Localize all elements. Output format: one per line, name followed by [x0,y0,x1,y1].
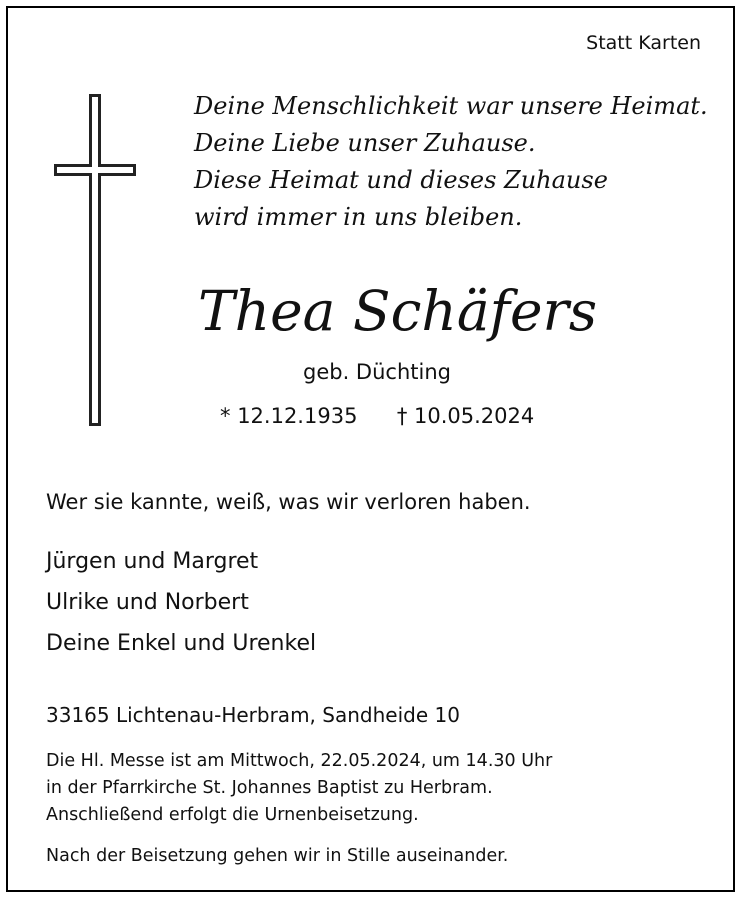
statt-karten-note: Statt Karten [586,32,701,54]
latin-cross-icon [46,92,138,428]
poem-line: wird immer in uns bleiben. [194,203,523,231]
service-info [46,748,552,829]
birth-name: geb. Düchting [303,360,451,384]
service-line: in der Pfarrkirche St. Johannes Baptist zu Herbram. [46,778,493,798]
mourner: Deine Enkel und Urenkel [46,631,317,656]
poem-line: Deine Liebe unser Zuhause. [194,129,536,157]
family-address: 33165 Lichtenau-Herbram, Sandheide 10 [46,703,460,727]
mourner: Ulrike und Norbert [46,590,249,615]
memorial-poem [194,88,724,236]
obituary-notice [6,6,735,892]
lost-line: Wer sie kannte, weiß, was wir verloren haben. [46,490,531,514]
deceased-name: Thea Schäfers [198,279,598,343]
poem-line: Diese Heimat und dieses Zuhause [194,166,608,194]
death-date: 10.05.2024 [414,404,535,428]
poem-line: Deine Menschlichkeit war unsere Heimat. [194,92,708,120]
closing-line: Nach der Beisetzung gehen wir in Stille auseinander. [46,846,509,866]
mourner: Jürgen und Margret [46,549,259,574]
death-symbol: † [396,404,408,428]
mourners-list [46,541,316,664]
life-dates [220,404,534,428]
birth-date: 12.12.1935 [237,404,358,428]
service-line: Die Hl. Messe ist am Mittwoch, 22.05.2024, um 14.30 Uhr [46,751,553,771]
birth-symbol: * [220,404,231,428]
service-line: Anschließend erfolgt die Urnenbeisetzung. [46,805,419,825]
